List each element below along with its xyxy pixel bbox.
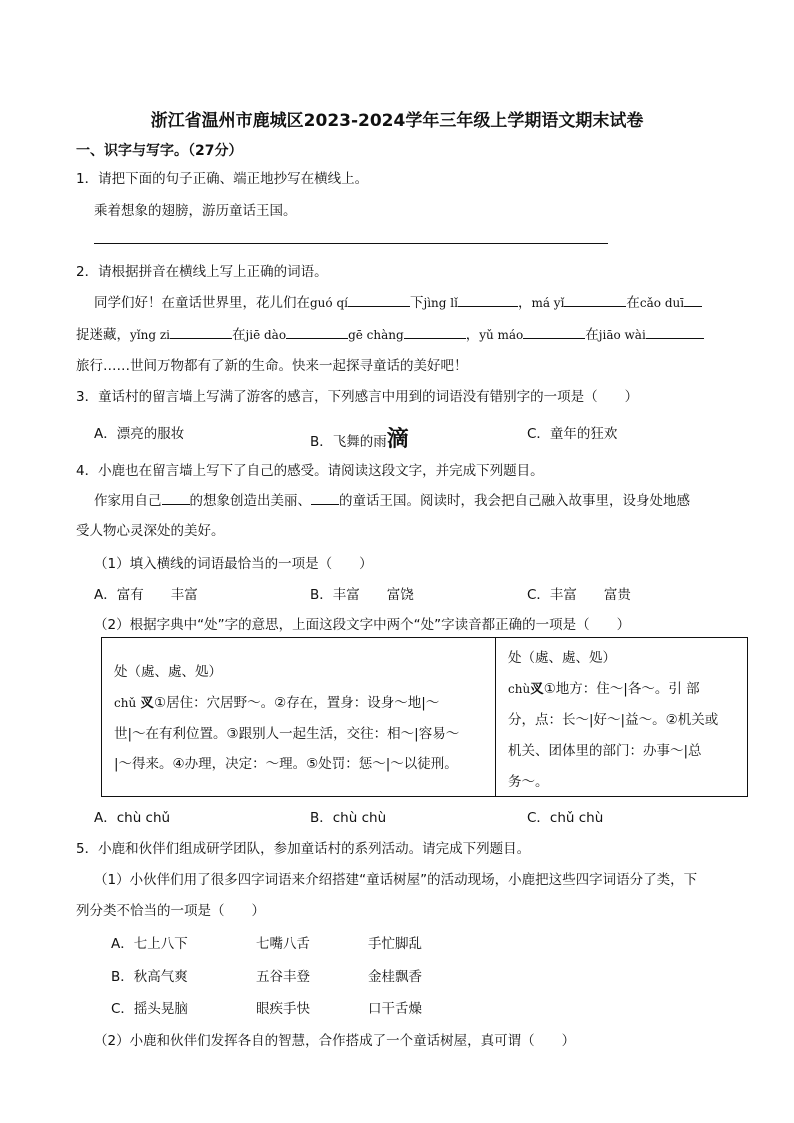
entry-line: 务～。 xyxy=(508,774,549,790)
dictionary-entry-chu4 xyxy=(496,638,748,797)
question-4-para-line1 xyxy=(94,489,690,509)
blank[interactable] xyxy=(646,326,704,339)
dictionary-table xyxy=(101,637,748,797)
row-c-word-2: 眼疾手快 xyxy=(256,1001,310,1017)
question-2-stem: 2．请根据拼音在横线上写上正确的词语。 xyxy=(76,264,328,280)
blank[interactable] xyxy=(311,492,339,505)
option-b-text: B．飞舞的雨 xyxy=(310,434,387,450)
text: 在 xyxy=(232,327,246,343)
entry-line: 机关、团体里的部门：办事～|总 xyxy=(508,743,702,759)
text: 在 xyxy=(585,327,599,343)
question-5-stem: 5．小鹿和伙伴们组成研学团队，参加童话村的系列活动。请完成下列题目。 xyxy=(76,841,531,857)
sub1-option-c[interactable]: C．丰富 富贵 xyxy=(527,587,631,603)
text: 下 xyxy=(409,295,424,311)
pinyin: gē chàng xyxy=(348,328,404,342)
entry-line xyxy=(114,691,439,711)
row-a-word-1[interactable]: A．七上八下 xyxy=(111,936,188,952)
radical-mark: 㕚 xyxy=(140,695,154,711)
text: 的童话王国。阅读时，我会把自己融入故事里，设身处地感 xyxy=(339,493,690,509)
entry-text: ①地方：住～|各～。引 部 xyxy=(543,681,700,697)
question-4-stem: 4．小鹿也在留言墙上写下了自己的感受。请阅读这段文字，并完成下列题目。 xyxy=(76,463,544,479)
sub1-option-a[interactable]: A．富有 丰富 xyxy=(94,587,198,603)
entry-line: |～得来。④办理，决定：～理。⑤处罚：惩～|～以徒刑。 xyxy=(114,756,458,772)
option-b-char: 滴 xyxy=(386,426,409,452)
answer-line[interactable] xyxy=(94,243,608,244)
question-5-sub2: （2）小鹿和伙伴们发挥各自的智慧，合作搭成了一个童话树屋，真可谓（ ） xyxy=(94,1033,576,1049)
sub2-option-c[interactable]: C．chǔ chù xyxy=(527,810,604,826)
row-a-word-2: 七嘴八舌 xyxy=(256,936,310,952)
question-3-stem: 3．童话村的留言墙上写满了游客的感言，下列感言中用到的词语没有错别字的一项是（ ） xyxy=(76,389,639,405)
question-5-sub1-line2: 列分类不恰当的一项是（ ） xyxy=(76,903,265,919)
pinyin: jìng lǐ xyxy=(423,296,458,310)
question-1-stem: 1．请把下面的句子正确、端正地抄写在横线上。 xyxy=(76,171,369,187)
pinyin: yǔ máo xyxy=(479,328,524,342)
radical-mark: 㕚 xyxy=(530,681,544,697)
blank[interactable] xyxy=(684,294,702,307)
pinyin: chǔ xyxy=(114,696,137,710)
entry-line: 分，点：长～|好～|益～。②机关或 xyxy=(508,712,719,728)
pinyin: jiē dào xyxy=(245,328,287,342)
question-5-sub1-line1: （1）小伙伴们用了很多四字词语来介绍搭建“童话树屋”的活动现场，小鹿把这些四字词语分了类，下 xyxy=(94,872,698,888)
row-b-word-2: 五谷丰登 xyxy=(256,969,310,985)
entry-text: ①居住：穴居野～。②存在，置身：设身～地|～ xyxy=(153,695,440,711)
blank[interactable] xyxy=(523,326,585,339)
dictionary-entry-chu3 xyxy=(102,638,496,797)
option-c[interactable]: C．童年的狂欢 xyxy=(527,426,618,442)
text: 在 xyxy=(626,295,640,311)
sub1-option-b[interactable]: B．丰富 富饶 xyxy=(310,587,414,603)
question-2-line2 xyxy=(76,323,704,343)
pinyin: yǐng zi xyxy=(130,328,171,342)
blank[interactable] xyxy=(404,326,466,339)
blank[interactable] xyxy=(286,326,348,339)
text: 的想象创造出美丽、 xyxy=(189,493,311,509)
blank[interactable] xyxy=(162,492,190,505)
text: 作家用自己 xyxy=(94,493,162,509)
entry-line: 世|～在有利位置。③跟别人一起生活，交往：相～|容易～ xyxy=(114,726,460,742)
pinyin: jiāo wài xyxy=(598,328,646,342)
pinyin: guó qí xyxy=(310,296,348,310)
pinyin: má yǐ xyxy=(531,296,565,310)
question-1-sentence: 乘着想象的翅膀，游历童话王国。 xyxy=(94,203,297,219)
entry-line xyxy=(508,677,700,697)
question-2-line1 xyxy=(94,291,702,311)
blank[interactable] xyxy=(348,294,410,307)
sub2-option-b[interactable]: B．chù chù xyxy=(310,810,387,826)
row-c-word-1[interactable]: C．摇头晃脑 xyxy=(111,1001,188,1017)
row-b-word-1[interactable]: B．秋高气爽 xyxy=(111,969,188,985)
pinyin: chù xyxy=(508,682,531,696)
question-4-sub2: （2）根据字典中“处”字的意思，上面这段文字中两个“处”字读音都正确的一项是（ ） xyxy=(94,617,631,633)
section-heading: 一、识字与写字。（27分） xyxy=(76,143,243,159)
option-b[interactable] xyxy=(310,422,409,453)
page-title: 浙江省温州市鹿城区2023-2024学年三年级上学期语文期末试卷 xyxy=(150,111,644,131)
blank[interactable] xyxy=(458,294,518,307)
sub2-option-a[interactable]: A．chù chǔ xyxy=(94,810,171,826)
question-2-line3: 旅行……世间万物都有了新的生命。快来一起探寻童话的美好吧！ xyxy=(76,358,468,374)
row-a-word-3: 手忙脚乱 xyxy=(368,936,422,952)
question-4-para-line2: 受人物心灵深处的美好。 xyxy=(76,523,225,539)
blank[interactable] xyxy=(564,294,626,307)
text: ， xyxy=(517,295,532,311)
row-b-word-3: 金桂飘香 xyxy=(368,969,422,985)
text: 同学们好！在童话世界里，花儿们在 xyxy=(94,295,310,311)
blank[interactable] xyxy=(170,326,232,339)
option-a[interactable]: A．漂亮的服妆 xyxy=(94,426,185,442)
entry-head: 处（處、處、処） xyxy=(508,650,616,666)
question-4-sub1: （1）填入横线的词语最恰当的一项是（ ） xyxy=(94,556,373,572)
text: ， xyxy=(465,327,480,343)
pinyin: cǎo duī xyxy=(639,296,685,310)
row-c-word-3: 口干舌燥 xyxy=(368,1001,422,1017)
text: 捉迷藏， xyxy=(76,327,130,343)
entry-head: 处（處、處、処） xyxy=(114,664,222,680)
